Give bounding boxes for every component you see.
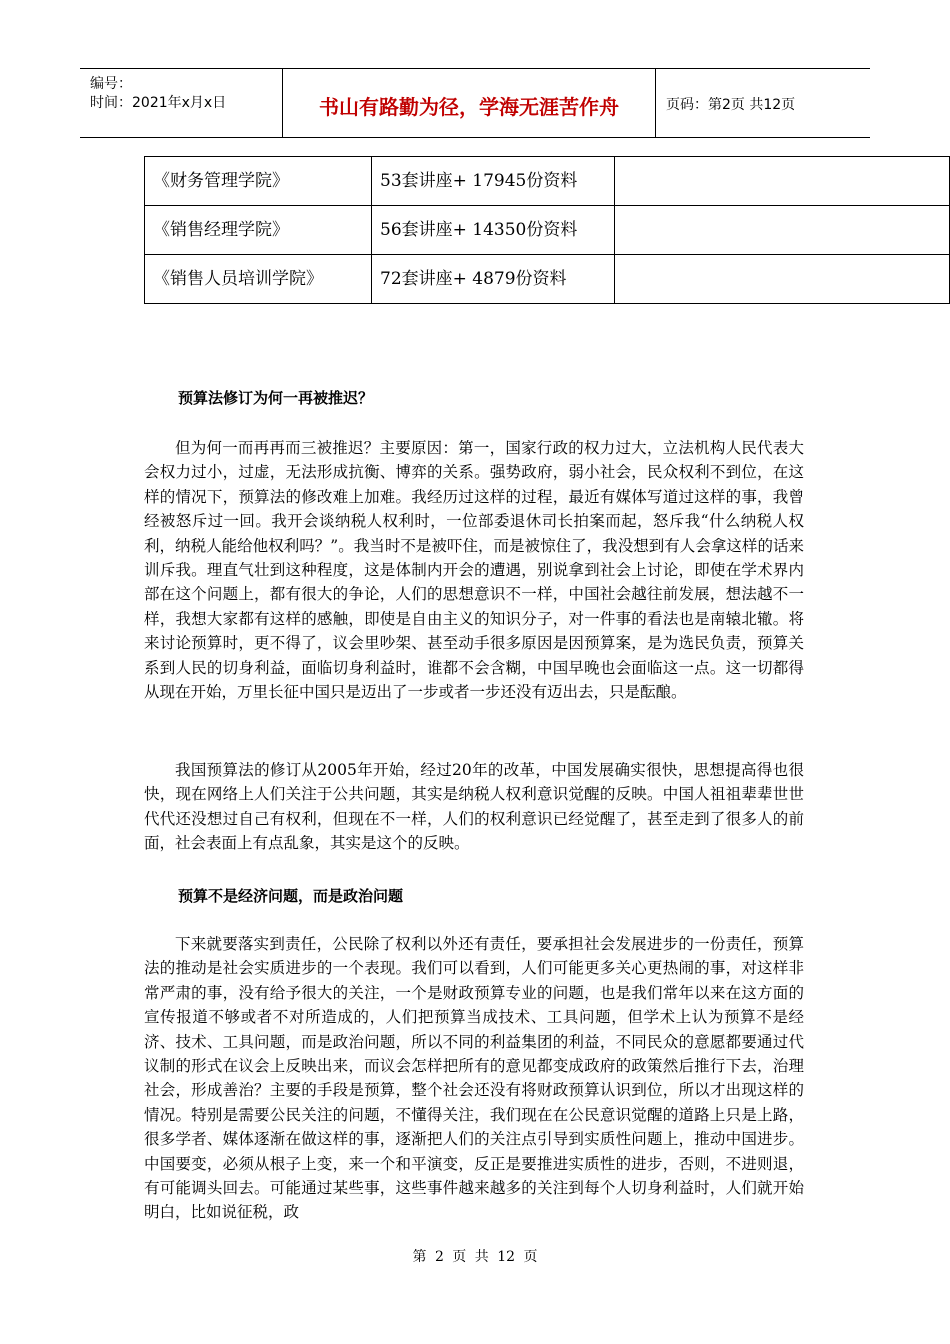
table-cell-extra (615, 157, 950, 206)
table-cell-name: 《销售人员培训学院》 (145, 255, 372, 304)
table-cell-content: 72套讲座+ 4879份资料 (372, 255, 615, 304)
table-cell-name: 《销售经理学院》 (145, 206, 372, 255)
page-header (80, 68, 870, 138)
table-cell-content: 53套讲座+ 17945份资料 (372, 157, 615, 206)
header-meta-cell (80, 69, 283, 137)
table-cell-extra (615, 255, 950, 304)
body-paragraph: 但为何一而再再而三被推迟？主要原因：第一，国家行政的权力过大，立法机构人民代表大会权力过小，过虚，无法形成抗衡、博弈的关系。强势政府，弱小社会，民众权利不到位，在这样的情况下，预算法的修改难上加难。我经历过这样的过程，最近有媒体写道过这样的事，我曾经被怒斥过一回。我开会谈纳税人权利时，一位部委退休司长拍案而起，怒斥我“什么纳税人权利，纳税人能给他权利吗？”。我当时不是被吓住，而是被惊住了，我没想到有人会拿这样的话来训斥我。理直气壮到这种程度，这是体制内开会的遭遇，别说拿到社会上讨论，即使在学术界内部在这个问题上，都有很大的争论，人们的思想意识不一样，中国社会越往前发展，想法越不一样，我想大家都有这样的感触，即使是自由主义的知识分子，对一件事的看法也是南辕北辙。将来讨论预算时，更不得了，议会里吵架、甚至动手很多原因是因预算案，是为选民负责，预算关系到人民的切身利益，面临切身利益时，谁都不会含糊，中国早晚也会面临这一点。这一切都得从现在开始，万里长征中国只是迈出了一步或者一步还没有迈出去，只是酝酿。 (144, 439, 804, 702)
header-page-cell (656, 69, 870, 137)
section-heading: 预算法修订为何一再被推迟？ (178, 389, 374, 407)
header-motto-cell (283, 69, 656, 137)
header-page-info: 页码：第2页 共12页 (666, 97, 796, 113)
table-row (145, 206, 950, 255)
table-cell-content: 56套讲座+ 14350份资料 (372, 206, 615, 255)
table-row (145, 255, 950, 304)
body-paragraph: 下来就要落实到责任，公民除了权利以外还有责任，要承担社会发展进步的一份责任，预算法的推动是社会实质进步的一个表现。我们可以看到，人们可能更多关心更热闹的事，对这样非常严肃的事，没有给予很大的关注，一个是财政预算专业的问题，也是我们常年以来在这方面的宣传报道不够或者不对所造成的，人们把预算当成技术、工具问题，但学术上认为预算不是经济、技术、工具问题，而是政治问题，所以不同的利益集团的利益，不同民众的意愿都要通过代议制的形式在议会上反映出来，而议会怎样把所有的意见都变成政府的政策然后推行下去，治理社会，形成善治？主要的手段是预算，整个社会还没有将财政预算认识到位，所以才出现这样的情况。特别是需要公民关注的问题，不懂得关注，我们现在在公民意识觉醒的道路上只是上路，很多学者、媒体逐渐在做这样的事，逐渐把人们的关注点引导到实质性问题上，推动中国进步。中国要变，必须从根子上变，来一个和平演变，反正是要推进实质性的进步，否则，不进则退，有可能调头回去。可能通过某些事，这些事件越来越多的关注到每个人切身利益时，人们就开始明白，比如说征税，政 (144, 935, 804, 1222)
header-motto: 书山有路勤为径，学海无涯苦作舟 (319, 95, 619, 119)
table-cell-extra (615, 206, 950, 255)
body-paragraph: 我国预算法的修订从2005年开始，经过20年的改革，中国发展确实很快，思想提高得也很快，现在网络上人们关注于公共问题，其实是纳税人权利意识觉醒的反映。中国人祖祖辈辈世世代代还没想过自己有权利，但现在不一样，人们的权利意识已经觉醒了，甚至走到了很多人的前面，社会表面上有点乱象，其实是这个的反映。 (144, 761, 804, 853)
document-date-label: 时间：2021年x月x日 (90, 95, 227, 111)
section-heading: 预算不是经济问题，而是政治问题 (178, 887, 404, 905)
resource-table (144, 156, 950, 304)
page-footer: 第 2 页 共 12 页 (412, 1249, 538, 1265)
table-cell-name: 《财务管理学院》 (145, 157, 372, 206)
document-number-label: 编号： (90, 76, 132, 92)
table-row (145, 157, 950, 206)
